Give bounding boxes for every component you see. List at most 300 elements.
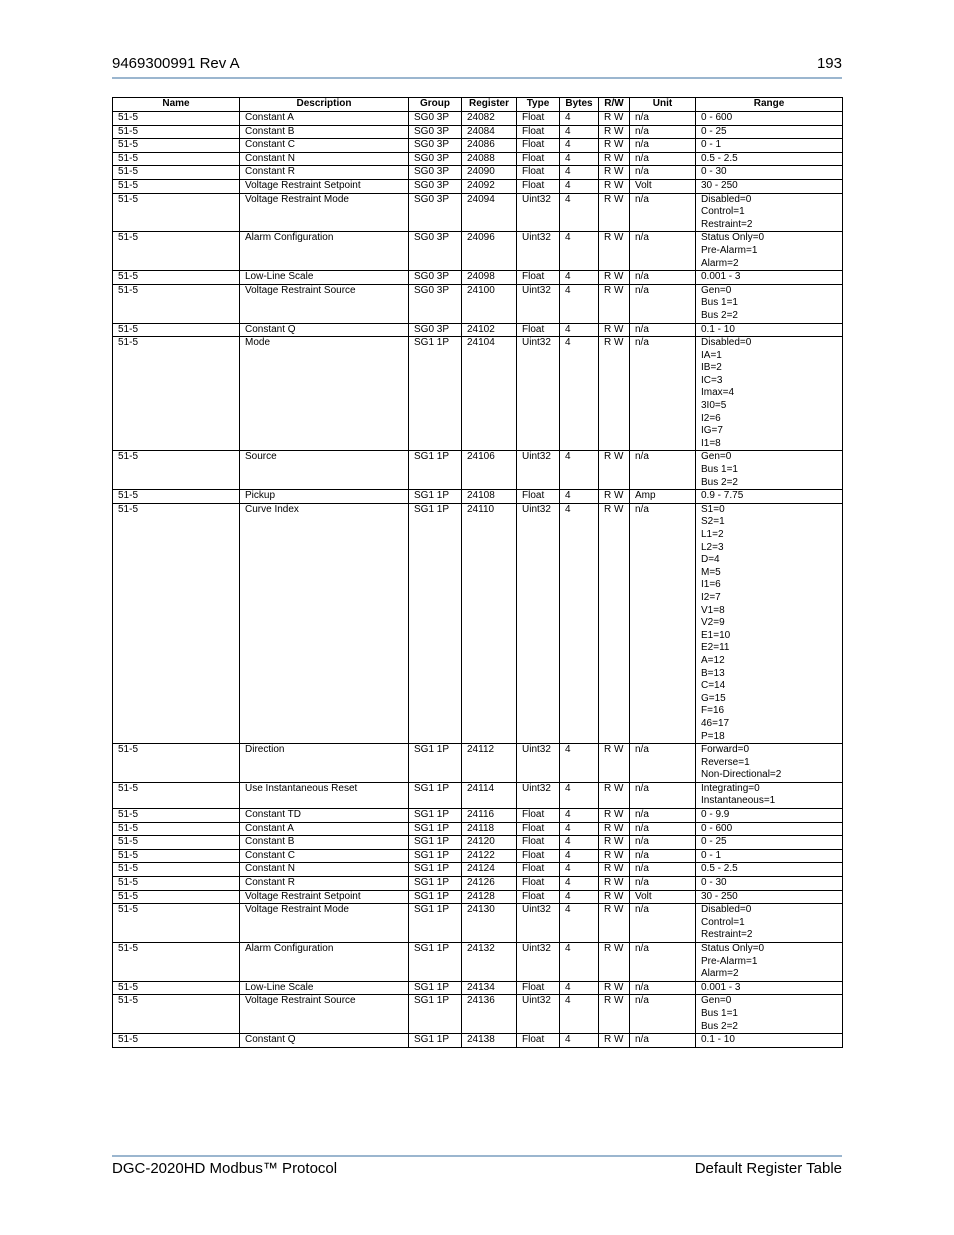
range-value: Status Only=0 — [701, 943, 765, 954]
table-row — [113, 193, 843, 232]
cell-type: Float — [517, 822, 560, 836]
table-row — [113, 503, 843, 743]
cell-group: SG0 3P — [409, 193, 462, 232]
cell-type: Uint32 — [517, 503, 560, 743]
cell-unit: n/a — [630, 1034, 696, 1048]
cell-range — [696, 1034, 843, 1048]
cell-bytes: 4 — [560, 503, 599, 743]
range-value: 3I0=5 — [701, 400, 727, 412]
cell-unit: n/a — [630, 822, 696, 836]
cell-register: 24112 — [462, 744, 517, 783]
column-header-name: Name — [113, 98, 240, 112]
cell-unit: n/a — [630, 337, 696, 451]
cell-register: 24138 — [462, 1034, 517, 1048]
cell-unit: n/a — [630, 284, 696, 323]
range-value: 0.001 - 3 — [701, 271, 741, 283]
cell-rw: R W — [599, 284, 630, 323]
table-body — [113, 112, 843, 1048]
cell-type: Uint32 — [517, 744, 560, 783]
cell-name: 51-5 — [113, 809, 240, 823]
table-row — [113, 271, 843, 285]
cell-type: Float — [517, 271, 560, 285]
cell-bytes: 4 — [560, 179, 599, 193]
cell-bytes: 4 — [560, 981, 599, 995]
range-value: IA=1 — [701, 349, 722, 361]
range-value: 0 - 25 — [701, 125, 727, 137]
cell-type: Float — [517, 152, 560, 166]
cell-bytes: 4 — [560, 112, 599, 126]
table-row — [113, 139, 843, 153]
table-row — [113, 490, 843, 504]
column-header-type: Type — [517, 98, 560, 112]
cell-type: Float — [517, 809, 560, 823]
cell-range — [696, 809, 843, 823]
range-value: I1=8 — [701, 437, 721, 449]
cell-group: SG1 1P — [409, 849, 462, 863]
cell-range — [696, 323, 843, 337]
cell-bytes: 4 — [560, 323, 599, 337]
register-table — [112, 97, 843, 1048]
cell-name: 51-5 — [113, 193, 240, 232]
cell-register: 24130 — [462, 904, 517, 943]
cell-type: Uint32 — [517, 995, 560, 1034]
cell-unit: n/a — [630, 166, 696, 180]
cell-unit: n/a — [630, 451, 696, 490]
column-header-description: Description — [240, 98, 409, 112]
cell-group: SG0 3P — [409, 125, 462, 139]
cell-name: 51-5 — [113, 125, 240, 139]
cell-register: 24114 — [462, 782, 517, 808]
cell-range — [696, 503, 843, 743]
cell-name: 51-5 — [113, 490, 240, 504]
cell-bytes: 4 — [560, 995, 599, 1034]
cell-name: 51-5 — [113, 451, 240, 490]
cell-group: SG1 1P — [409, 877, 462, 891]
cell-name: 51-5 — [113, 112, 240, 126]
range-value: F=16 — [701, 705, 725, 717]
cell-name: 51-5 — [113, 863, 240, 877]
table-row — [113, 836, 843, 850]
cell-bytes: 4 — [560, 139, 599, 153]
range-value: Bus 1=1 — [701, 464, 738, 476]
table-row — [113, 995, 843, 1034]
cell-description: Constant B — [240, 836, 409, 850]
cell-range — [696, 943, 843, 982]
cell-range — [696, 139, 843, 153]
cell-unit: n/a — [630, 877, 696, 891]
cell-type: Float — [517, 166, 560, 180]
cell-rw: R W — [599, 744, 630, 783]
cell-unit: n/a — [630, 836, 696, 850]
cell-rw: R W — [599, 1034, 630, 1048]
cell-rw: R W — [599, 337, 630, 451]
cell-unit: n/a — [630, 323, 696, 337]
cell-name: 51-5 — [113, 139, 240, 153]
cell-unit: n/a — [630, 744, 696, 783]
page-header — [112, 55, 842, 79]
cell-register: 24082 — [462, 112, 517, 126]
cell-register: 24100 — [462, 284, 517, 323]
range-value: 0.1 - 10 — [701, 1034, 735, 1046]
cell-group: SG1 1P — [409, 981, 462, 995]
cell-group: SG0 3P — [409, 284, 462, 323]
cell-register: 24134 — [462, 981, 517, 995]
cell-type: Float — [517, 1034, 560, 1048]
table-row — [113, 1034, 843, 1048]
range-value: 30 - 250 — [701, 890, 738, 902]
cell-range — [696, 232, 843, 271]
cell-group: SG1 1P — [409, 995, 462, 1034]
table-row — [113, 877, 843, 891]
range-value: Gen=0 — [701, 284, 732, 296]
cell-type: Float — [517, 112, 560, 126]
cell-unit: n/a — [630, 503, 696, 743]
cell-rw: R W — [599, 179, 630, 193]
table-row — [113, 849, 843, 863]
cell-bytes: 4 — [560, 451, 599, 490]
cell-group: SG1 1P — [409, 890, 462, 904]
cell-name: 51-5 — [113, 836, 240, 850]
cell-type: Float — [517, 890, 560, 904]
cell-group: SG0 3P — [409, 271, 462, 285]
cell-type: Float — [517, 139, 560, 153]
cell-range — [696, 112, 843, 126]
cell-range — [696, 836, 843, 850]
range-value: 46=17 — [701, 717, 730, 729]
cell-rw: R W — [599, 849, 630, 863]
cell-name: 51-5 — [113, 337, 240, 451]
table-row — [113, 323, 843, 337]
cell-description: Voltage Restraint Mode — [240, 904, 409, 943]
table-row — [113, 232, 843, 271]
cell-register: 24104 — [462, 337, 517, 451]
cell-group: SG1 1P — [409, 451, 462, 490]
cell-register: 24106 — [462, 451, 517, 490]
cell-register: 24102 — [462, 323, 517, 337]
column-header-unit: Unit — [630, 98, 696, 112]
cell-rw: R W — [599, 152, 630, 166]
footer-title: DGC-2020HD Modbus™ Protocol — [112, 1160, 338, 1177]
range-value: Bus 2=2 — [701, 1020, 738, 1032]
cell-rw: R W — [599, 822, 630, 836]
range-value: Restraint=2 — [701, 218, 753, 230]
range-value: Alarm=2 — [701, 257, 739, 269]
cell-range — [696, 863, 843, 877]
cell-rw: R W — [599, 503, 630, 743]
cell-range — [696, 744, 843, 783]
cell-name: 51-5 — [113, 271, 240, 285]
cell-description: Direction — [240, 744, 409, 783]
cell-description: Source — [240, 451, 409, 490]
range-value: M=5 — [701, 566, 721, 578]
cell-unit: n/a — [630, 995, 696, 1034]
cell-description: Mode — [240, 337, 409, 451]
range-value: E2=11 — [701, 642, 730, 654]
cell-rw: R W — [599, 995, 630, 1034]
range-value: 0 - 600 — [701, 822, 733, 834]
cell-register: 24128 — [462, 890, 517, 904]
range-value: Integrating=0 — [701, 782, 760, 794]
cell-bytes: 4 — [560, 271, 599, 285]
cell-register: 24084 — [462, 125, 517, 139]
cell-description: Voltage Restraint Source — [240, 284, 409, 323]
cell-type: Float — [517, 863, 560, 877]
cell-group: SG1 1P — [409, 782, 462, 808]
cell-bytes: 4 — [560, 904, 599, 943]
range-value: Bus 2=2 — [701, 476, 738, 488]
cell-description: Voltage Restraint Setpoint — [240, 179, 409, 193]
cell-bytes: 4 — [560, 166, 599, 180]
cell-register: 24108 — [462, 490, 517, 504]
cell-bytes: 4 — [560, 284, 599, 323]
range-value: 0.5 - 2.5 — [701, 152, 738, 164]
range-value: 0.9 - 7.75 — [701, 490, 744, 502]
cell-group: SG1 1P — [409, 904, 462, 943]
cell-unit: n/a — [630, 863, 696, 877]
range-value: Disabled=0 — [701, 193, 752, 205]
table-row — [113, 822, 843, 836]
table-row — [113, 337, 843, 451]
cell-unit: Amp — [630, 490, 696, 504]
cell-group: SG1 1P — [409, 490, 462, 504]
cell-group: SG1 1P — [409, 744, 462, 783]
cell-range — [696, 822, 843, 836]
range-value: Control=1 — [701, 206, 745, 218]
cell-rw: R W — [599, 271, 630, 285]
cell-type: Uint32 — [517, 284, 560, 323]
range-value: 0 - 30 — [701, 877, 727, 889]
cell-register: 24094 — [462, 193, 517, 232]
table-row — [113, 890, 843, 904]
cell-rw: R W — [599, 981, 630, 995]
cell-name: 51-5 — [113, 849, 240, 863]
table-row — [113, 904, 843, 943]
cell-rw: R W — [599, 232, 630, 271]
cell-bytes: 4 — [560, 152, 599, 166]
cell-type: Float — [517, 125, 560, 139]
range-value: I2=6 — [701, 412, 721, 424]
cell-name: 51-5 — [113, 744, 240, 783]
cell-type: Float — [517, 836, 560, 850]
cell-description: Curve Index — [240, 503, 409, 743]
range-value: Control=1 — [701, 916, 745, 928]
cell-range — [696, 166, 843, 180]
cell-name: 51-5 — [113, 943, 240, 982]
cell-bytes: 4 — [560, 1034, 599, 1048]
range-value: IG=7 — [701, 425, 723, 437]
cell-register: 24118 — [462, 822, 517, 836]
cell-type: Uint32 — [517, 232, 560, 271]
cell-register: 24122 — [462, 849, 517, 863]
range-value: IB=2 — [701, 362, 722, 374]
table-row — [113, 782, 843, 808]
cell-register: 24110 — [462, 503, 517, 743]
cell-unit: Volt — [630, 179, 696, 193]
cell-name: 51-5 — [113, 822, 240, 836]
cell-name: 51-5 — [113, 890, 240, 904]
range-value: Gen=0 — [701, 995, 732, 1007]
table-row — [113, 809, 843, 823]
range-value: P=18 — [701, 730, 725, 742]
table-row — [113, 863, 843, 877]
range-value: L2=3 — [701, 541, 724, 553]
table-row — [113, 284, 843, 323]
cell-description: Voltage Restraint Setpoint — [240, 890, 409, 904]
cell-group: SG1 1P — [409, 836, 462, 850]
range-value: D=4 — [701, 554, 720, 566]
cell-range — [696, 152, 843, 166]
cell-register: 24086 — [462, 139, 517, 153]
cell-rw: R W — [599, 943, 630, 982]
cell-description: Constant A — [240, 112, 409, 126]
cell-unit: n/a — [630, 782, 696, 808]
footer-divider — [112, 1155, 842, 1157]
cell-group: SG1 1P — [409, 943, 462, 982]
cell-group: SG1 1P — [409, 809, 462, 823]
range-value: E1=10 — [701, 629, 731, 641]
range-value: Bus 1=1 — [701, 1007, 738, 1019]
range-value: 0 - 1 — [701, 849, 722, 861]
cell-rw: R W — [599, 904, 630, 943]
cell-rw: R W — [599, 863, 630, 877]
range-value: 0.5 - 2.5 — [701, 863, 738, 875]
cell-group: SG0 3P — [409, 232, 462, 271]
cell-range — [696, 193, 843, 232]
cell-range — [696, 125, 843, 139]
cell-group: SG0 3P — [409, 139, 462, 153]
cell-description: Constant Q — [240, 323, 409, 337]
cell-range — [696, 904, 843, 943]
cell-description: Voltage Restraint Mode — [240, 193, 409, 232]
cell-register: 24098 — [462, 271, 517, 285]
cell-name: 51-5 — [113, 981, 240, 995]
page-number: 193 — [816, 55, 842, 72]
cell-register: 24136 — [462, 995, 517, 1034]
cell-group: SG1 1P — [409, 337, 462, 451]
cell-unit: n/a — [630, 981, 696, 995]
cell-name: 51-5 — [113, 904, 240, 943]
column-header-bytes: Bytes — [560, 98, 599, 112]
cell-bytes: 4 — [560, 809, 599, 823]
range-value: Instantaneous=1 — [701, 795, 776, 807]
cell-name: 51-5 — [113, 232, 240, 271]
range-value: S1=0 — [701, 503, 725, 515]
cell-group: SG0 3P — [409, 152, 462, 166]
range-value: Non-Directional=2 — [701, 769, 782, 781]
range-value: 0.001 - 3 — [701, 981, 741, 993]
cell-name: 51-5 — [113, 166, 240, 180]
cell-range — [696, 337, 843, 451]
cell-range — [696, 271, 843, 285]
table-row — [113, 981, 843, 995]
cell-bytes: 4 — [560, 849, 599, 863]
cell-group: SG1 1P — [409, 822, 462, 836]
cell-type: Float — [517, 323, 560, 337]
range-value: 30 - 250 — [701, 179, 738, 191]
cell-range — [696, 451, 843, 490]
cell-type: Uint32 — [517, 451, 560, 490]
cell-register: 24124 — [462, 863, 517, 877]
range-value: 0 - 9.9 — [701, 809, 730, 821]
range-value: Imax=4 — [701, 387, 735, 399]
cell-type: Float — [517, 849, 560, 863]
cell-unit: n/a — [630, 809, 696, 823]
cell-description: Low-Line Scale — [240, 271, 409, 285]
cell-rw: R W — [599, 193, 630, 232]
cell-unit: n/a — [630, 943, 696, 982]
cell-description: Use Instantaneous Reset — [240, 782, 409, 808]
cell-name: 51-5 — [113, 179, 240, 193]
range-value: V2=9 — [701, 617, 725, 629]
range-value: S2=1 — [701, 516, 725, 528]
cell-range — [696, 490, 843, 504]
cell-register: 24120 — [462, 836, 517, 850]
range-value: Reverse=1 — [701, 756, 750, 768]
page-footer — [112, 1160, 842, 1177]
range-value: 0.1 - 10 — [701, 323, 735, 335]
range-value: Forward=0 — [701, 744, 750, 756]
cell-type: Uint32 — [517, 193, 560, 232]
range-value: I1=6 — [701, 579, 721, 591]
cell-description: Pickup — [240, 490, 409, 504]
cell-description: Constant N — [240, 152, 409, 166]
range-value: 0 - 600 — [701, 112, 733, 123]
cell-name: 51-5 — [113, 323, 240, 337]
range-value: 0 - 1 — [701, 139, 722, 151]
cell-type: Uint32 — [517, 943, 560, 982]
cell-description: Constant N — [240, 863, 409, 877]
range-value: Gen=0 — [701, 451, 732, 463]
cell-register: 24116 — [462, 809, 517, 823]
cell-description: Voltage Restraint Source — [240, 995, 409, 1034]
cell-name: 51-5 — [113, 877, 240, 891]
cell-group: SG0 3P — [409, 166, 462, 180]
cell-bytes: 4 — [560, 877, 599, 891]
cell-description: Constant Q — [240, 1034, 409, 1048]
range-value: Disabled=0 — [701, 337, 752, 349]
cell-range — [696, 877, 843, 891]
column-header-group: Group — [409, 98, 462, 112]
cell-unit: n/a — [630, 139, 696, 153]
range-value: Pre-Alarm=1 — [701, 955, 758, 967]
cell-description: Alarm Configuration — [240, 232, 409, 271]
cell-range — [696, 995, 843, 1034]
range-value: Status Only=0 — [701, 232, 765, 244]
range-value: V1=8 — [701, 604, 725, 616]
cell-bytes: 4 — [560, 863, 599, 877]
cell-rw: R W — [599, 451, 630, 490]
table-row — [113, 166, 843, 180]
cell-unit: n/a — [630, 152, 696, 166]
cell-unit: n/a — [630, 849, 696, 863]
cell-type: Float — [517, 179, 560, 193]
cell-group: SG1 1P — [409, 503, 462, 743]
range-value: IC=3 — [701, 374, 723, 386]
range-value: Alarm=2 — [701, 968, 739, 980]
range-value: Pre-Alarm=1 — [701, 244, 758, 256]
cell-rw: R W — [599, 139, 630, 153]
cell-group: SG0 3P — [409, 179, 462, 193]
table-row — [113, 125, 843, 139]
cell-bytes: 4 — [560, 890, 599, 904]
cell-name: 51-5 — [113, 995, 240, 1034]
range-value: 0 - 25 — [701, 836, 727, 848]
cell-type: Uint32 — [517, 782, 560, 808]
cell-name: 51-5 — [113, 284, 240, 323]
cell-range — [696, 284, 843, 323]
cell-type: Float — [517, 490, 560, 504]
range-value: 0 - 30 — [701, 166, 727, 178]
